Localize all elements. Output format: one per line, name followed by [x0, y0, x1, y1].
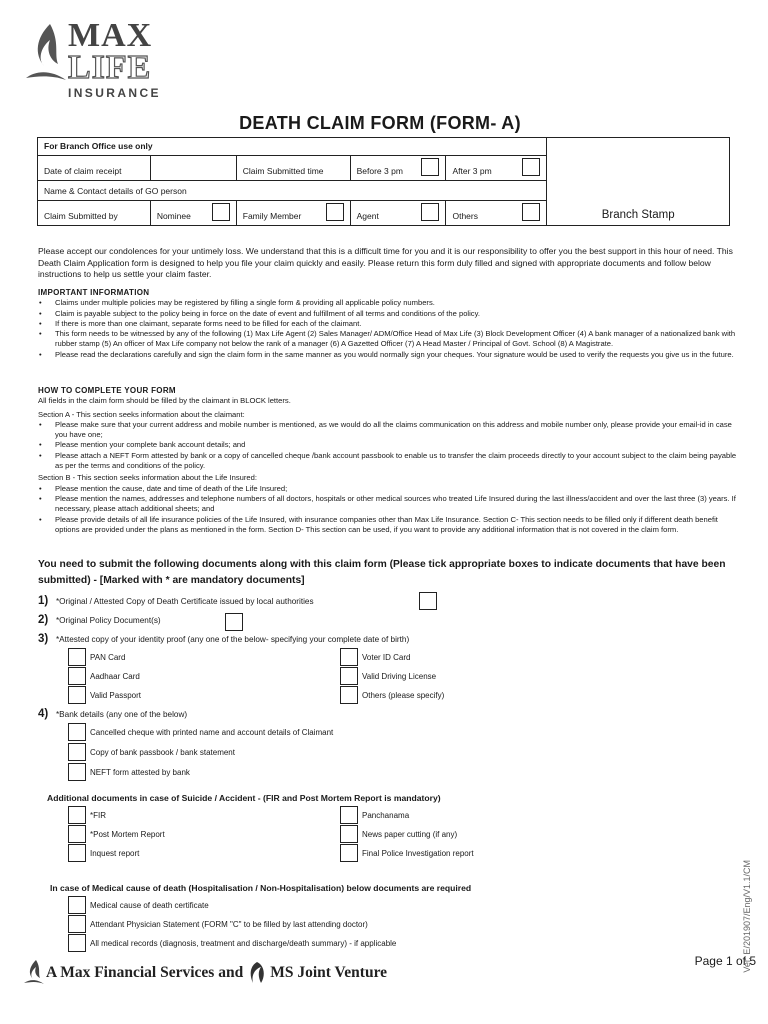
list-item: • Please mention your complete bank account details; and [38, 440, 738, 450]
checkbox[interactable] [68, 806, 86, 824]
checkbox[interactable] [340, 844, 358, 862]
option-fir[interactable] [68, 806, 106, 824]
list-item: • Please mention the cause, date and time of death of the Life Insured; [38, 484, 738, 494]
checkbox[interactable] [340, 825, 358, 843]
q3-identity-proof [38, 633, 409, 645]
version-text: Ver. E/201907/Eng/V1.1/CM [742, 860, 752, 973]
important-heading: IMPORTANT INFORMATION [38, 288, 150, 297]
date-of-receipt-field[interactable] [150, 156, 236, 181]
after-3pm-checkbox[interactable] [522, 158, 540, 176]
branch-stamp-area[interactable] [547, 138, 730, 226]
option-aadhaar-card[interactable] [68, 667, 140, 685]
logo-max: MAX [68, 17, 153, 54]
q2-policy-document [38, 614, 161, 626]
q1-death-certificate [38, 595, 314, 607]
list-item: • Please mention the names, addresses and telephone numbers of all doctors, hospitals or other medical sources who treated Life Insured during the last illness/accident and over the last three (3) years. If necessary, please attach additional sheets; and [38, 494, 738, 515]
agent-label: Agent [356, 211, 379, 221]
footer-text-1: A Max Financial Services and [46, 964, 244, 981]
agent-checkbox[interactable] [421, 203, 439, 221]
q4-label: *Bank details (any one of the below) [56, 710, 188, 719]
checkbox[interactable] [68, 686, 86, 704]
flame-logo-icon [24, 959, 44, 987]
list-item: • This form needs to be witnessed by any of the following (1) Max Life Agent (2) Sales Manager/ ADM/Office Head of Max Life (3) Block Development Officer (4) A bank manager of a nationalized bank with rubber stamp (5) An officer of Max Life company not below the rank of a manager (6) A Gazetted Officer (7) A Head Master / Principal of Govt. School (8) A Magistrate. [38, 329, 738, 350]
medical-heading: In case of Medical cause of death (Hospitalisation / Non-Hospitalisation) below documents are required [50, 883, 472, 893]
checkbox[interactable] [68, 743, 86, 761]
option-valid-passport[interactable] [68, 686, 141, 704]
branch-stamp-label: Branch Stamp [601, 209, 675, 221]
option-label: Copy of bank passbook / bank statement [90, 747, 235, 757]
option-physician-statement[interactable] [68, 915, 368, 933]
branch-heading: For Branch Office use only [38, 138, 547, 156]
q4-bank-details [38, 708, 187, 720]
checkbox[interactable] [68, 648, 86, 666]
checkbox[interactable] [68, 915, 86, 933]
logo-insurance: INSURANCE [68, 86, 161, 100]
claim-time-label: Claim Submitted time [236, 156, 350, 181]
q4-number: 4) [38, 708, 49, 720]
option-label: Inquest report [90, 848, 140, 858]
list-item: • Please read the declarations carefully and sign the claim form in the same manner as you would normally sign your cheques. Your signature would be used to verify the requests you give us in the future. [38, 350, 738, 360]
q1-label: *Original / Attested Copy of Death Certificate issued by local authorities [56, 597, 314, 606]
before-3pm-label: Before 3 pm [356, 166, 403, 176]
option-label: Others (please specify) [362, 690, 445, 700]
section-b-heading: Section B - This section seeks information about the Life Insured: [38, 473, 257, 483]
option-inquest-report[interactable] [68, 844, 139, 862]
submitted-by-label: Claim Submitted by [38, 201, 151, 226]
option-label: Final Police Investigation report [362, 848, 474, 858]
checkbox[interactable] [340, 686, 358, 704]
option-neft-form[interactable] [68, 763, 190, 781]
branch-office-table [37, 137, 730, 226]
go-person-label: Name & Contact details of GO person [38, 181, 547, 201]
family-member-checkbox[interactable] [326, 203, 344, 221]
list-item: • Please attach a NEFT Form attested by bank or a copy of cancelled cheque /bank account passbook to enable us to transfer the claim proceeds directly to your account subject to the claim being payable as per the terms and conditions of the policy. [38, 451, 738, 472]
option-police-report[interactable] [340, 844, 474, 862]
q3-label: *Attested copy of your identity proof (any one of the below- specifying your complete date of birth) [56, 635, 410, 644]
option-label: *FIR [90, 810, 106, 820]
checkbox[interactable] [68, 763, 86, 781]
checkbox[interactable] [68, 934, 86, 952]
checkbox[interactable] [340, 667, 358, 685]
option-label: PAN Card [90, 652, 126, 662]
option-news-paper-cutting[interactable] [340, 825, 457, 843]
checkbox[interactable] [68, 723, 86, 741]
max-life-logo [24, 18, 164, 102]
ms-logo-icon [247, 961, 267, 985]
suicide-accident-heading: Additional documents in case of Suicide / Accident - (FIR and Post Mortem Report is mandatory) [47, 793, 441, 803]
q3-number: 3) [38, 633, 49, 645]
form-title: DEATH CLAIM FORM (FORM- A) [239, 113, 521, 133]
option-bank-passbook[interactable] [68, 743, 235, 761]
list-item: • Claims under multiple policies may be registered by filling a single form & providing all applicable policy numbers. [38, 298, 738, 308]
checkbox[interactable] [68, 896, 86, 914]
checkbox[interactable] [68, 825, 86, 843]
others-label: Others [452, 211, 478, 221]
q1-number: 1) [38, 595, 49, 607]
option-medical-records[interactable] [68, 934, 396, 952]
option-label: Valid Driving License [362, 671, 437, 681]
date-of-receipt-label: Date of claim receipt [38, 156, 151, 181]
section-a-heading: Section A - This section seeks information about the claimant: [38, 409, 245, 419]
flame-logo-icon [24, 20, 68, 90]
option-voter-id[interactable] [340, 648, 410, 666]
option-medical-certificate[interactable] [68, 896, 209, 914]
page-number: Page 1 of 5 [694, 954, 756, 968]
q2-number: 2) [38, 614, 49, 626]
checkbox[interactable] [68, 667, 86, 685]
option-label: Aadhaar Card [90, 671, 140, 681]
after-3pm-label: After 3 pm [452, 166, 492, 176]
option-others[interactable] [340, 686, 444, 704]
nominee-checkbox[interactable] [212, 203, 230, 221]
option-cancelled-cheque[interactable] [68, 723, 333, 741]
logo-life: LIFE [68, 49, 152, 86]
option-label: Medical cause of death certificate [90, 900, 209, 910]
option-label: Attendant Physician Statement (FORM "C" to be filled by last attending doctor) [90, 919, 368, 929]
footer-joint-venture [24, 958, 387, 988]
checkbox[interactable] [68, 844, 86, 862]
list-item: • If there is more than one claimant, separate forms need to be filled for each of the claimant. [38, 319, 738, 329]
q2-checkbox[interactable] [225, 613, 243, 631]
option-label: NEFT form attested by bank [90, 767, 190, 777]
option-label: All medical records (diagnosis, treatment and discharge/death summary) - if applicable [90, 938, 397, 948]
q2-label: *Original Policy Document(s) [56, 616, 161, 625]
option-label: Valid Passport [90, 690, 141, 700]
documents-heading: You need to submit the following documents along with this claim form (Please tick appropriate boxes to indicate documents that have been submitted) - [Marked with * are mandatory documents] [38, 559, 726, 586]
option-driving-license[interactable] [340, 667, 436, 685]
howto-heading: HOW TO COMPLETE YOUR FORM [38, 386, 176, 395]
family-member-label: Family Member [242, 211, 302, 221]
option-label: Cancelled cheque with printed name and account details of Claimant [90, 727, 334, 737]
q1-checkbox[interactable] [419, 592, 437, 610]
option-pan-card[interactable] [68, 648, 125, 666]
list-item: • Please provide details of all life insurance policies of the Life Insured, with insurance companies other than Max Life Insurance. Section C- This section needs to be filled only if different death benefit options are provided under the plans as mentioned in the form. Section D- This section can be used, if you want to provide any additional information that is not covered in the claim form. [38, 515, 738, 536]
important-information [38, 288, 738, 360]
option-label: News paper cutting (if any) [362, 829, 458, 839]
others-checkbox[interactable] [522, 203, 540, 221]
checkbox[interactable] [340, 806, 358, 824]
option-panchanama[interactable] [340, 806, 409, 824]
list-item: • Claim is payable subject to the policy being in force on the date of event and fulfillment of all terms and conditions of the policy. [38, 309, 738, 319]
list-item: • Please make sure that your current address and mobile number is mentioned, as we would do all the claims communication on this address and mobile number only, please provide your email-id in case you have one; [38, 420, 738, 441]
nominee-label: Nominee [156, 211, 191, 221]
footer-text-2: MS Joint Venture [270, 964, 388, 981]
howto-line: All fields in the claim form should be filled by the claimant in BLOCK letters. [38, 396, 291, 406]
option-label: Voter ID Card [362, 652, 411, 662]
checkbox[interactable] [340, 648, 358, 666]
option-label: Panchanama [362, 810, 410, 820]
before-3pm-checkbox[interactable] [421, 158, 439, 176]
intro-paragraph: Please accept our condolences for your untimely loss. We understand that this is a difficult time for you and it is our responsibility to offer you the best support in this hour of need. This Death Claim Application form is designed to help you file your claim quickly and easily. Please return this form duly filled and signed with appropriate documents and follow below instructions to help us settle your claim faster. [38, 246, 733, 280]
option-label: *Post Mortem Report [90, 829, 165, 839]
option-post-mortem[interactable] [68, 825, 165, 843]
how-to-complete [38, 386, 738, 535]
